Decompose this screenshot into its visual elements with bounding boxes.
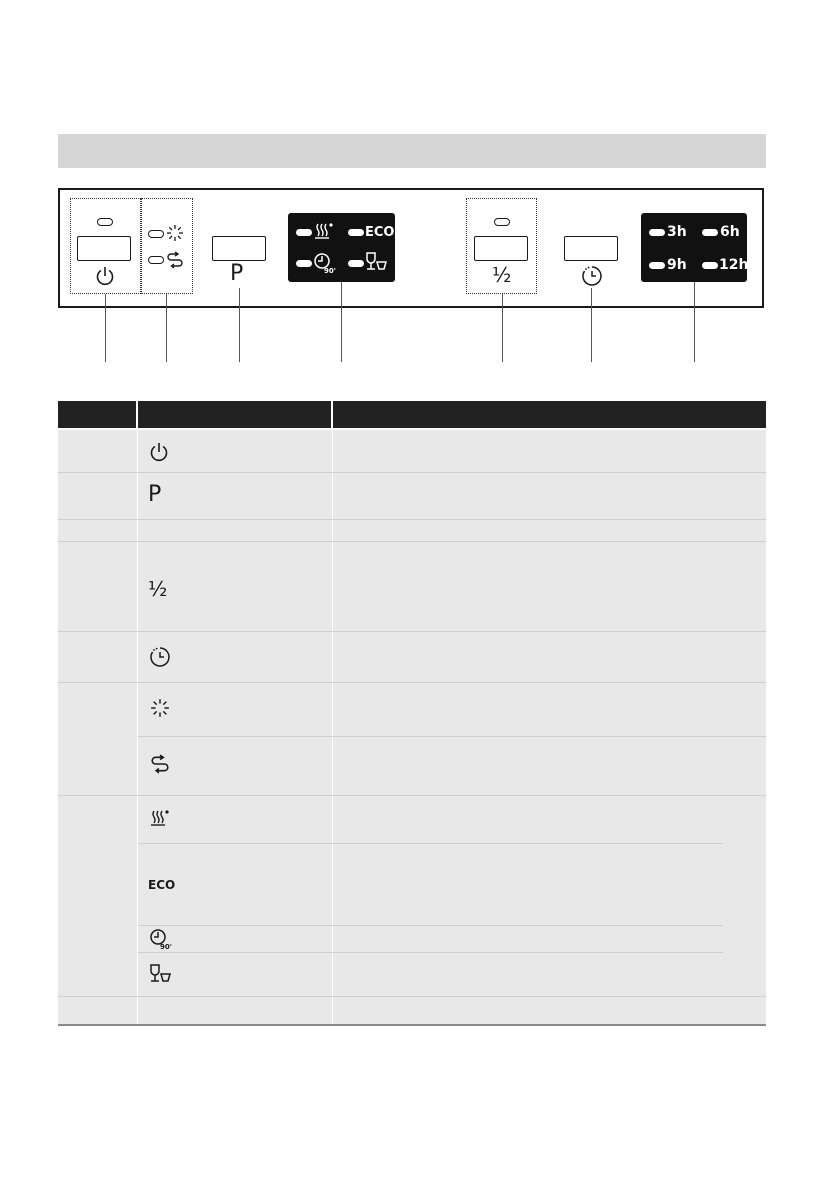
row-separator [58,519,766,520]
table-power-icon [148,441,170,463]
callout-line-delay [591,288,592,362]
table-program-symbol: P [148,482,162,507]
table-quick-90-icon [148,928,174,950]
salt-icon [166,251,184,269]
power-indicator-led [97,218,113,226]
section-header-bar [58,134,766,168]
row-separator [138,925,723,926]
quick-90-icon [313,252,337,274]
eco-label: ECO [365,225,395,240]
intensive-steam-icon [313,221,335,241]
table-half-load-symbol: ½ [148,577,168,601]
power-icon [94,265,116,287]
table-bottom-border [58,1024,766,1026]
salt-led [148,256,164,264]
table-glass-icon [148,963,174,985]
program-led-eco [348,229,364,236]
power-button[interactable] [77,236,131,261]
row-separator [58,795,766,796]
table-eco-label: ECO [148,878,176,892]
row-separator [58,631,766,632]
delay-button[interactable] [564,236,618,261]
svg-text:90': 90' [160,943,172,950]
half-load-symbol: ½ [492,263,512,287]
svg-text:90': 90' [324,267,336,274]
half-load-button[interactable] [474,236,528,261]
warning-indicators-outline [141,198,193,294]
callout-line-power [105,294,106,362]
delay-label-3h: 3h [667,224,687,240]
program-led-intensive [296,229,312,236]
delay-label-9h: 9h [667,257,687,273]
callout-line-indicators [166,294,167,362]
table-salt-icon [150,754,170,774]
table-rinse-aid-icon [150,698,170,718]
row-separator [58,996,766,997]
table-header-symbol [138,401,331,428]
program-led-glass [348,260,364,267]
row-separator [138,736,766,737]
delay-timer-icon [581,265,603,287]
rinse-aid-led [148,230,164,238]
row-separator [58,541,766,542]
delay-label-6h: 6h [720,224,740,240]
callout-line-program-display [341,282,342,362]
glass-icon [365,251,389,273]
rinse-aid-icon [166,224,184,242]
program-button[interactable] [212,236,266,261]
program-led-quick [296,260,312,267]
delay-led-9h [649,262,665,269]
row-separator [58,472,766,473]
half-load-led [494,218,510,226]
callout-line-half-load [502,294,503,362]
table-header-description [333,401,766,428]
table-header-number [58,401,136,428]
delay-led-3h [649,229,665,236]
row-separator [58,682,766,683]
row-separator [138,843,723,844]
callout-line-program [239,288,240,362]
delay-led-6h [702,229,718,236]
callout-line-delay-display [694,282,695,362]
table-intensive-steam-icon [148,808,172,828]
program-symbol: P [230,261,244,286]
row-separator [138,952,723,953]
delay-label-12h: 12h [719,257,749,273]
table-delay-timer-icon [149,646,171,668]
delay-led-12h [702,262,718,269]
